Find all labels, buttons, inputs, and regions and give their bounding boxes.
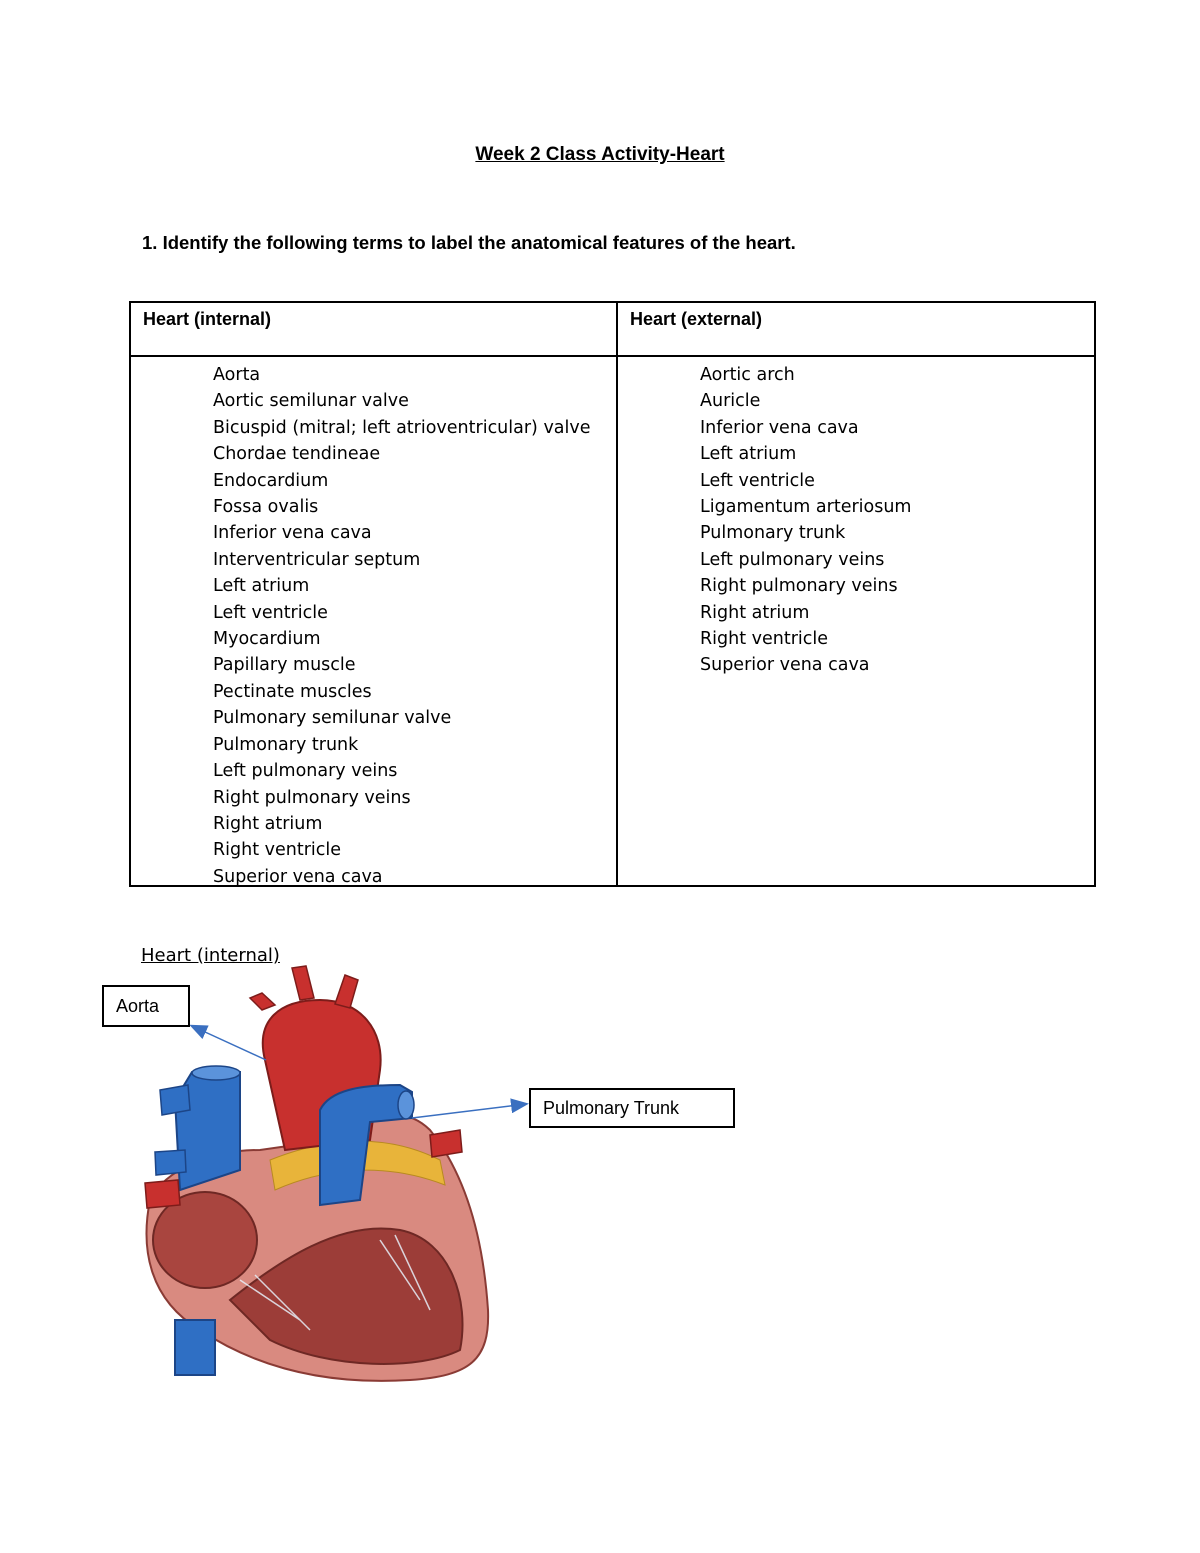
page-title: Week 2 Class Activity-Heart	[475, 144, 725, 165]
diagram-heading: Heart (internal)	[141, 945, 280, 966]
list-item: Right ventricle	[700, 629, 829, 650]
list-item: Papillary muscle	[213, 655, 356, 676]
list-item: Aortic semilunar valve	[213, 391, 409, 412]
list-item: Inferior vena cava	[700, 417, 859, 438]
list-item: Left ventricle	[213, 602, 328, 623]
list-item: Fossa ovalis	[213, 497, 319, 518]
list-item: Superior vena cava	[213, 866, 383, 887]
pulmonary-trunk-label-box	[529, 1088, 735, 1128]
list-item: Pulmonary semilunar valve	[213, 708, 452, 729]
list-item: Right ventricle	[213, 840, 342, 861]
list-item: Left pulmonary veins	[700, 549, 885, 570]
question-text: 1. Identify the following terms to label the anatomical features of the heart.	[142, 232, 796, 253]
aorta-label: Aorta	[116, 995, 160, 1016]
list-item: Superior vena cava	[700, 655, 870, 676]
list-item: Interventricular septum	[213, 549, 421, 570]
list-item: Pectinate muscles	[213, 681, 372, 702]
list-item: Pulmonary trunk	[700, 523, 846, 544]
list-item: Aorta	[213, 365, 261, 385]
list-item: Left atrium	[700, 444, 797, 465]
list-item: Left ventricle	[700, 470, 815, 491]
list-item: Left pulmonary veins	[213, 761, 398, 782]
list-item: Myocardium	[213, 629, 321, 650]
list-item: Aortic arch	[700, 365, 795, 385]
list-item: Right pulmonary veins	[213, 787, 411, 808]
list-item: Auricle	[700, 391, 761, 412]
list-item: Right atrium	[213, 813, 323, 834]
list-item: Right atrium	[700, 602, 810, 623]
list-item: Chordae tendineae	[213, 444, 381, 465]
header-internal: Heart (internal)	[143, 309, 272, 329]
pulmonary-trunk-arrow	[412, 1104, 526, 1118]
aorta-arrow	[192, 1026, 266, 1060]
pulmonary-trunk-label: Pulmonary Trunk	[543, 1097, 680, 1118]
list-item: Pulmonary trunk	[213, 734, 359, 755]
list-item: Endocardium	[213, 470, 329, 491]
list-item: Ligamentum arteriosum	[700, 497, 912, 518]
header-external: Heart (external)	[630, 309, 763, 329]
list-item: Inferior vena cava	[213, 523, 372, 544]
list-item: Right pulmonary veins	[700, 576, 898, 597]
aorta-label-box	[102, 985, 190, 1027]
list-item: Bicuspid (mitral; left atrioventricular) valve	[213, 417, 591, 438]
list-item: Left atrium	[213, 576, 310, 597]
